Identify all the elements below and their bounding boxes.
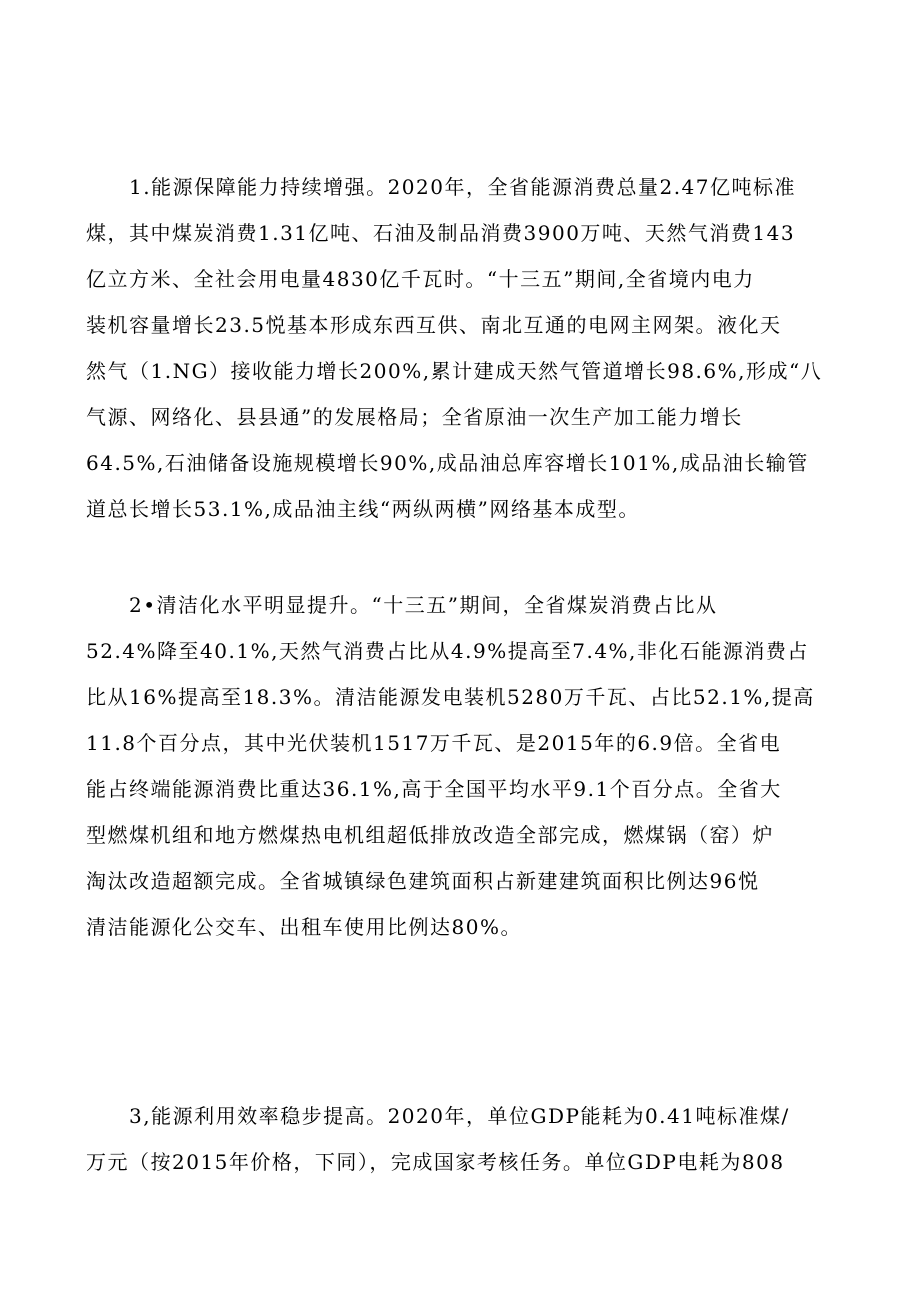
text-line: 52.4%降至40.1%,天然气消费占比从4.9%提高至7.4%,非化石能源消费占 [86,639,809,663]
text-line: 淘汰改造超额完成。全省城镇绿色建筑面积占新建建筑面积比例达96悦 [86,869,760,893]
paragraph-energy-security [86,164,838,532]
text-line: 比从16%提高至18.3%。清洁能源发电装机5280万千瓦、占比52.1%,提高 [86,685,815,709]
text-line: 装机容量增长23.5悦基本形成东西互供、南北互通的电网主网架。液化天 [86,313,782,337]
text-line: 煤，其中煤炭消费1.31亿吨、石油及制品消费3900万吨、天然气消费143 [86,221,796,245]
text-line: 能占终端能源消费比重达36.1%,高于全国平均水平9.1个百分点。全省大 [86,777,782,801]
text-line: 道总长增长53.1%,成品油主线“两纵两横”网络基本成型。 [86,497,640,521]
text-line: 万元（按2015年价格，下同），完成国家考核任务。单位GDP电耗为808 [86,1150,785,1174]
text-line: 气源、网络化、县县通”的发展格局；全省原油一次生产加工能力增长 [86,405,743,429]
text-line: 然气（1.NG）接收能力增长200%,累计建成天然气管道增长98.6%,形成“八 [86,359,823,383]
text-line: 型燃煤机组和地方燃煤热电机组超低排放改造全部完成，燃煤锅（窑）炉 [86,823,774,847]
paragraph-energy-efficiency [86,1093,838,1185]
text-line: 11.8个百分点，其中光伏装机1517万千瓦、是2015年的6.9倍。全省电 [86,731,782,755]
text-line: 2•清洁化水平明显提升。“十三五”期间，全省煤炭消费占比从 [86,593,718,617]
text-line: 清洁能源化公交车、出租车使用比例达80%。 [86,915,522,939]
text-line: 64.5%,石油储备设施规模增长90%,成品油总库容增长101%,成品油长输管 [86,451,809,475]
text-line: 1.能源保障能力持续增强。2020年，全省能源消费总量2.47亿吨标准 [86,175,797,199]
text-line: 3,能源利用效率稳步提高。2020年，单位GDP能耗为0.41吨标准煤/ [86,1104,790,1128]
text-line: 亿立方米、全社会用电量4830亿千瓦时。“十三五”期间,全省境内电力 [86,267,755,291]
paragraph-clean-energy [86,582,838,950]
